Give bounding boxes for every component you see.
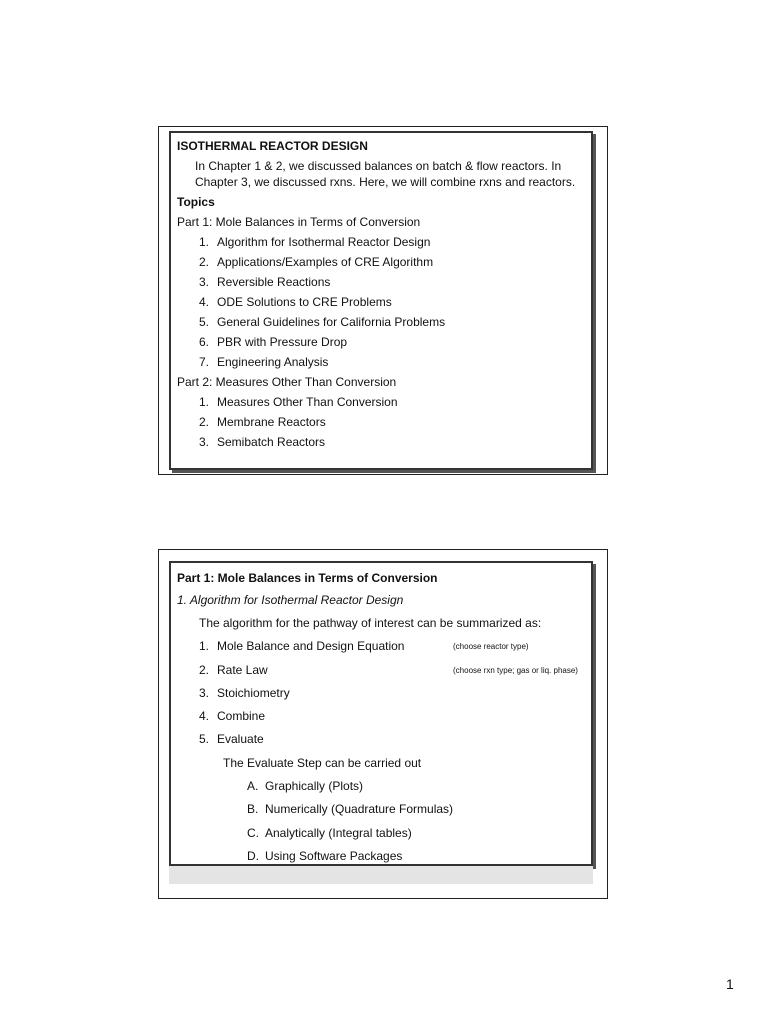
item-number: A. xyxy=(247,779,259,794)
item-text: Rate Law xyxy=(217,662,268,677)
list-item xyxy=(177,845,585,868)
item-number: 4. xyxy=(199,709,210,724)
list-item xyxy=(177,352,585,372)
item-number: 2. xyxy=(199,415,210,429)
item-number: 2. xyxy=(199,255,210,269)
list-item xyxy=(177,705,585,728)
item-text: Reversible Reactions xyxy=(217,275,331,289)
item-number: 1. xyxy=(199,235,210,249)
item-number: C. xyxy=(247,825,259,840)
list-item xyxy=(177,232,585,252)
item-number: 3. xyxy=(199,685,210,700)
item-number: 6. xyxy=(199,335,210,349)
slide-title: Part 1: Mole Balances in Terms of Conversion xyxy=(177,571,438,585)
item-text: Mole Balance and Design Equation xyxy=(217,639,405,654)
item-text: Combine xyxy=(217,709,266,724)
algorithm-steps xyxy=(177,635,585,751)
item-text: Evaluate xyxy=(217,732,264,747)
slide-title: ISOTHERMAL REACTOR DESIGN xyxy=(177,139,368,153)
item-number: 3. xyxy=(199,275,210,289)
slide-1 xyxy=(158,126,608,475)
item-text: General Guidelines for California Problems xyxy=(217,315,446,329)
list-item xyxy=(177,775,585,798)
item-number: 7. xyxy=(199,355,210,369)
slide-2 xyxy=(158,549,608,899)
item-text: Using Software Packages xyxy=(265,848,403,863)
item-text: Engineering Analysis xyxy=(217,355,329,369)
item-text: Semibatch Reactors xyxy=(217,435,326,449)
part2-heading: Part 2: Measures Other Than Conversion xyxy=(177,375,397,389)
item-number: B. xyxy=(247,802,259,817)
item-text: Stoichiometry xyxy=(217,685,290,700)
evaluate-lead: The Evaluate Step can be carried out xyxy=(223,755,422,770)
item-text: Membrane Reactors xyxy=(217,415,326,429)
list-item xyxy=(177,432,585,452)
list-item xyxy=(177,272,585,292)
slide-footer-bar xyxy=(169,866,593,884)
item-number: 1. xyxy=(199,395,210,409)
list-item xyxy=(177,728,585,751)
page-number: 1 xyxy=(726,976,734,992)
list-item xyxy=(177,332,585,352)
evaluate-options xyxy=(177,775,585,868)
list-item xyxy=(177,659,585,682)
intro-paragraph: In Chapter 1 & 2, we discussed balances on batch & flow reactors. In Chapter 3, we discussed rxns. Here, we will combine rxns and reactors. xyxy=(195,159,576,189)
part1-topic-list xyxy=(177,232,585,372)
list-item xyxy=(177,392,585,412)
item-number: 5. xyxy=(199,315,210,329)
item-text: Analytically (Integral tables) xyxy=(265,825,412,840)
item-text: Applications/Examples of CRE Algorithm xyxy=(217,255,434,269)
part2-topic-list xyxy=(177,392,585,452)
item-number: D. xyxy=(247,848,259,863)
slide-1-content xyxy=(169,131,593,470)
step-note: (choose reactor type) xyxy=(453,642,529,652)
part1-heading: Part 1: Mole Balances in Terms of Conversion xyxy=(177,215,421,229)
item-text: Numerically (Quadrature Formulas) xyxy=(265,802,454,817)
topics-heading: Topics xyxy=(177,195,215,209)
item-text: Measures Other Than Conversion xyxy=(217,395,398,409)
list-item xyxy=(177,312,585,332)
slide-2-content xyxy=(169,561,593,866)
item-text: ODE Solutions to CRE Problems xyxy=(217,295,392,309)
algorithm-lead: The algorithm for the pathway of interest can be summarized as: xyxy=(199,616,542,630)
item-number: 5. xyxy=(199,732,210,747)
list-item xyxy=(177,412,585,432)
item-text: Graphically (Plots) xyxy=(265,779,364,794)
list-item xyxy=(177,252,585,272)
list-item xyxy=(177,682,585,705)
list-item xyxy=(177,635,585,658)
list-item xyxy=(177,292,585,312)
item-number: 1. xyxy=(199,639,210,654)
item-text: PBR with Pressure Drop xyxy=(217,335,348,349)
list-item xyxy=(177,798,585,821)
item-number: 2. xyxy=(199,662,210,677)
step-note: (choose rxn type; gas or liq. phase) xyxy=(453,665,578,675)
item-number: 3. xyxy=(199,435,210,449)
item-number: 4. xyxy=(199,295,210,309)
slide-subtitle: 1. Algorithm for Isothermal Reactor Design xyxy=(177,593,404,607)
list-item xyxy=(177,822,585,845)
item-text: Algorithm for Isothermal Reactor Design xyxy=(217,235,431,249)
